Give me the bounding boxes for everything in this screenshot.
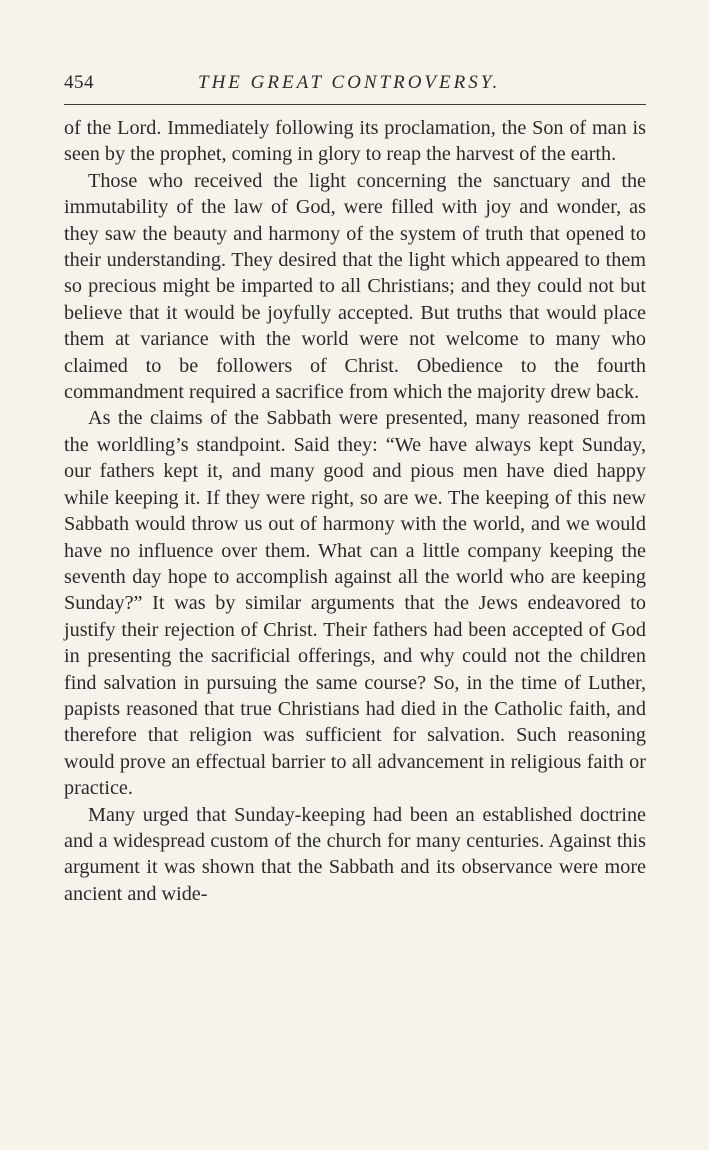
running-head <box>64 72 646 100</box>
paragraph-sabbath-claims: As the claims of the Sabbath were presented, many reasoned from the worldling’s standpoint. Said they: “We have always kept Sunday, our fathers kept it, and many good and pious men have died happy while keeping it. If they were right, so are we. The keeping of this new Sabbath would throw us out of harmony with the world, and we would have no influence over them. What can a little company keeping the seventh day hope to accomplish against all the world who are keeping Sunday?” It was by similar arguments that the Jews endeavored to justify their rejection of Christ. Their fathers had been accepted of God in presenting the sacrificial offerings, and why could not the children find salvation in pursuing the same course? So, in the time of Luther, papists reasoned that true Christians had died in the Catholic faith, and therefore that religion was sufficient for salvation. Such reasoning would prove an effectual barrier to all advancement in religious faith or practice. <box>64 407 646 800</box>
paragraph-sanctuary-light: Those who received the light concerning the sanctuary and the immutability of the law of God, were filled with joy and wonder, as they saw the beauty and harmony of the system of truth that opened to their understanding. They desired that the light which appeared to them so precious might be imparted to all Christians; and they could not but believe that it would be joyfully accepted. But truths that would place them at variance with the world were not welcome to many who claimed to be followers of Christ. Obedience to the fourth commandment required a sacrifice from which the majority drew back. <box>64 169 646 404</box>
book-page <box>64 72 646 907</box>
header-rule <box>64 104 646 105</box>
paragraph-sunday-keeping: Many urged that Sunday-keeping had been an established doctrine and a widespread custom of the church for many centuries. Against this argument it was shown that the Sabbath and its observance were more ancient and wide- <box>64 803 646 905</box>
running-title: THE GREAT CONTROVERSY. <box>198 72 501 93</box>
paragraph-continuation: of the Lord. Immediately following its proclamation, the Son of man is seen by the prophet, coming in glory to reap the harvest of the earth. <box>64 117 646 166</box>
page-number: 454 <box>64 72 94 93</box>
body-text <box>64 115 646 907</box>
